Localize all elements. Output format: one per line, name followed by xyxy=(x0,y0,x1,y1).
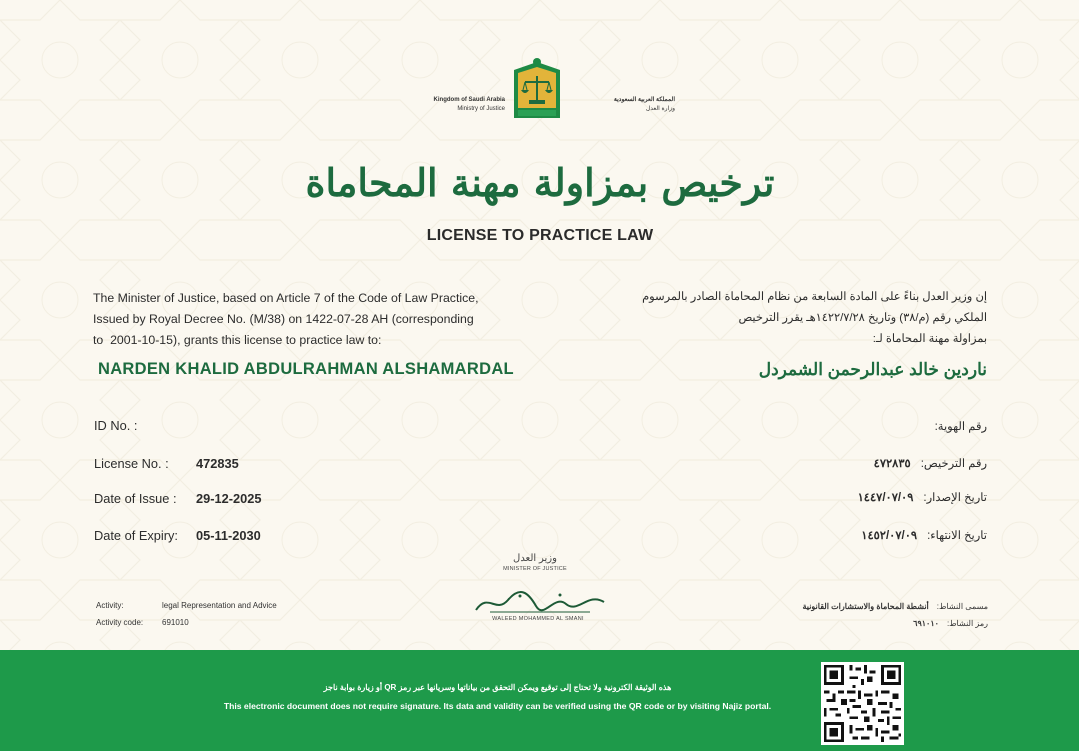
intro-ar-line: بمزاولة مهنة المحاماة لـ: xyxy=(872,333,987,345)
intro-en-line: The Minister of Justice, based on Article 7 of the Code of Law Practice, xyxy=(93,291,479,305)
holder-name-ar: ناردين خالد عبدالرحمن الشمردل xyxy=(758,360,987,379)
minister-title-ar: وزير العدل xyxy=(513,553,557,564)
activity-value-en: legal Representation and Advice xyxy=(162,601,277,610)
intro-ar-line: إن وزير العدل بناءً على المادة السابعة من نظام المحاماة الصادر بالمرسوم xyxy=(642,291,987,303)
id-label-en: ID No. : xyxy=(94,418,138,433)
minister-signature-icon xyxy=(470,588,610,618)
holder-name-en: NARDEN KHALID ABDULRAHMAN ALSHAMARDAL xyxy=(98,360,514,378)
activity-row-en xyxy=(96,601,277,610)
issue-row-en xyxy=(94,491,262,506)
minister-name: WALEED MOHAMMED AL SMANI xyxy=(492,616,584,622)
activity-code-row-ar xyxy=(700,619,988,628)
title-english: LICENSE TO PRACTICE LAW xyxy=(426,227,654,244)
header-arabic xyxy=(575,96,675,114)
activity-label-en: Activity: xyxy=(96,601,124,610)
activity-label-ar: مسمى النشاط: xyxy=(936,602,988,611)
issue-label-en: Date of Issue : xyxy=(94,491,177,506)
minister-title-en: MINISTER OF JUSTICE xyxy=(503,566,567,572)
ministry-name-ar: وزارة العدل xyxy=(645,106,675,112)
ministry-emblem-icon xyxy=(512,56,562,126)
license-value-en: 472835 xyxy=(196,456,239,471)
country-name-ar: المملكة العربية السعودية xyxy=(613,97,675,103)
ministry-name-en: Ministry of Justice xyxy=(457,106,505,112)
intro-en-line: Issued by Royal Decree No. (M/38) on 1422-07-28 AH (corresponding xyxy=(93,312,474,326)
title-arabic: ترخيص بمزاولة مهنة المحاماة xyxy=(305,160,775,205)
issue-value-en: 29-12-2025 xyxy=(196,491,262,506)
qr-code-icon[interactable] xyxy=(821,662,904,745)
activity-code-value-en: 691010 xyxy=(162,618,189,627)
expiry-value-ar: ١٤٥٢/٠٧/٠٩ xyxy=(861,530,918,542)
id-label-ar: رقم الهوية: xyxy=(934,421,987,433)
country-name-en: Kingdom of Saudi Arabia xyxy=(433,97,505,103)
expiry-row-en xyxy=(94,528,261,543)
license-value-ar: ٤٧٢٨٣٥ xyxy=(873,458,911,470)
activity-code-row-en xyxy=(96,618,189,627)
issue-value-ar: ١٤٤٧/٠٧/٠٩ xyxy=(857,492,914,504)
expiry-label-ar: تاريخ الانتهاء: xyxy=(927,530,987,542)
minister-title xyxy=(480,553,590,572)
intro-en-line: to 2001-10-15), grants this license to practice law to: xyxy=(93,333,382,347)
issue-label-ar: تاريخ الإصدار: xyxy=(923,492,987,504)
intro-english xyxy=(93,288,523,351)
activity-value-ar: أنشطة المحاماة والاستشارات القانونية xyxy=(802,602,929,611)
expiry-row-ar xyxy=(700,528,987,542)
license-label-ar: رقم الترخيص: xyxy=(920,458,987,470)
license-row-en xyxy=(94,456,239,471)
intro-ar-line: الملكي رقم (م/٣٨) وتاريخ ١٤٢٢/٧/٢٨هـ يقرر الترخيص xyxy=(738,312,987,324)
id-row-ar xyxy=(700,419,987,433)
license-label-en: License No. : xyxy=(94,456,169,471)
header-english xyxy=(405,96,505,114)
expiry-value-en: 05-11-2030 xyxy=(196,528,261,543)
license-row-ar xyxy=(700,456,987,470)
expiry-label-en: Date of Expiry: xyxy=(94,528,178,543)
activity-code-label-ar: رمز النشاط: xyxy=(946,619,988,628)
activity-code-value-ar: ٦٩١٠١٠ xyxy=(913,619,939,628)
id-row-en xyxy=(94,418,137,433)
issue-row-ar xyxy=(700,490,987,504)
activity-row-ar xyxy=(700,602,988,611)
activity-code-label-en: Activity code: xyxy=(96,618,144,627)
footer-notice-ar: هذه الوثيقة الكترونية ولا تحتاج إلى توقيع ويمكن التحقق من بياناتها وسريانها عبر رمز QR أو زيارة بوابة ناجز xyxy=(323,683,672,692)
intro-arabic xyxy=(577,287,987,350)
footer-notice-en: This electronic document does not require signature. Its data and validity can be verified using the QR code or by visiting Najiz portal. xyxy=(223,701,772,711)
